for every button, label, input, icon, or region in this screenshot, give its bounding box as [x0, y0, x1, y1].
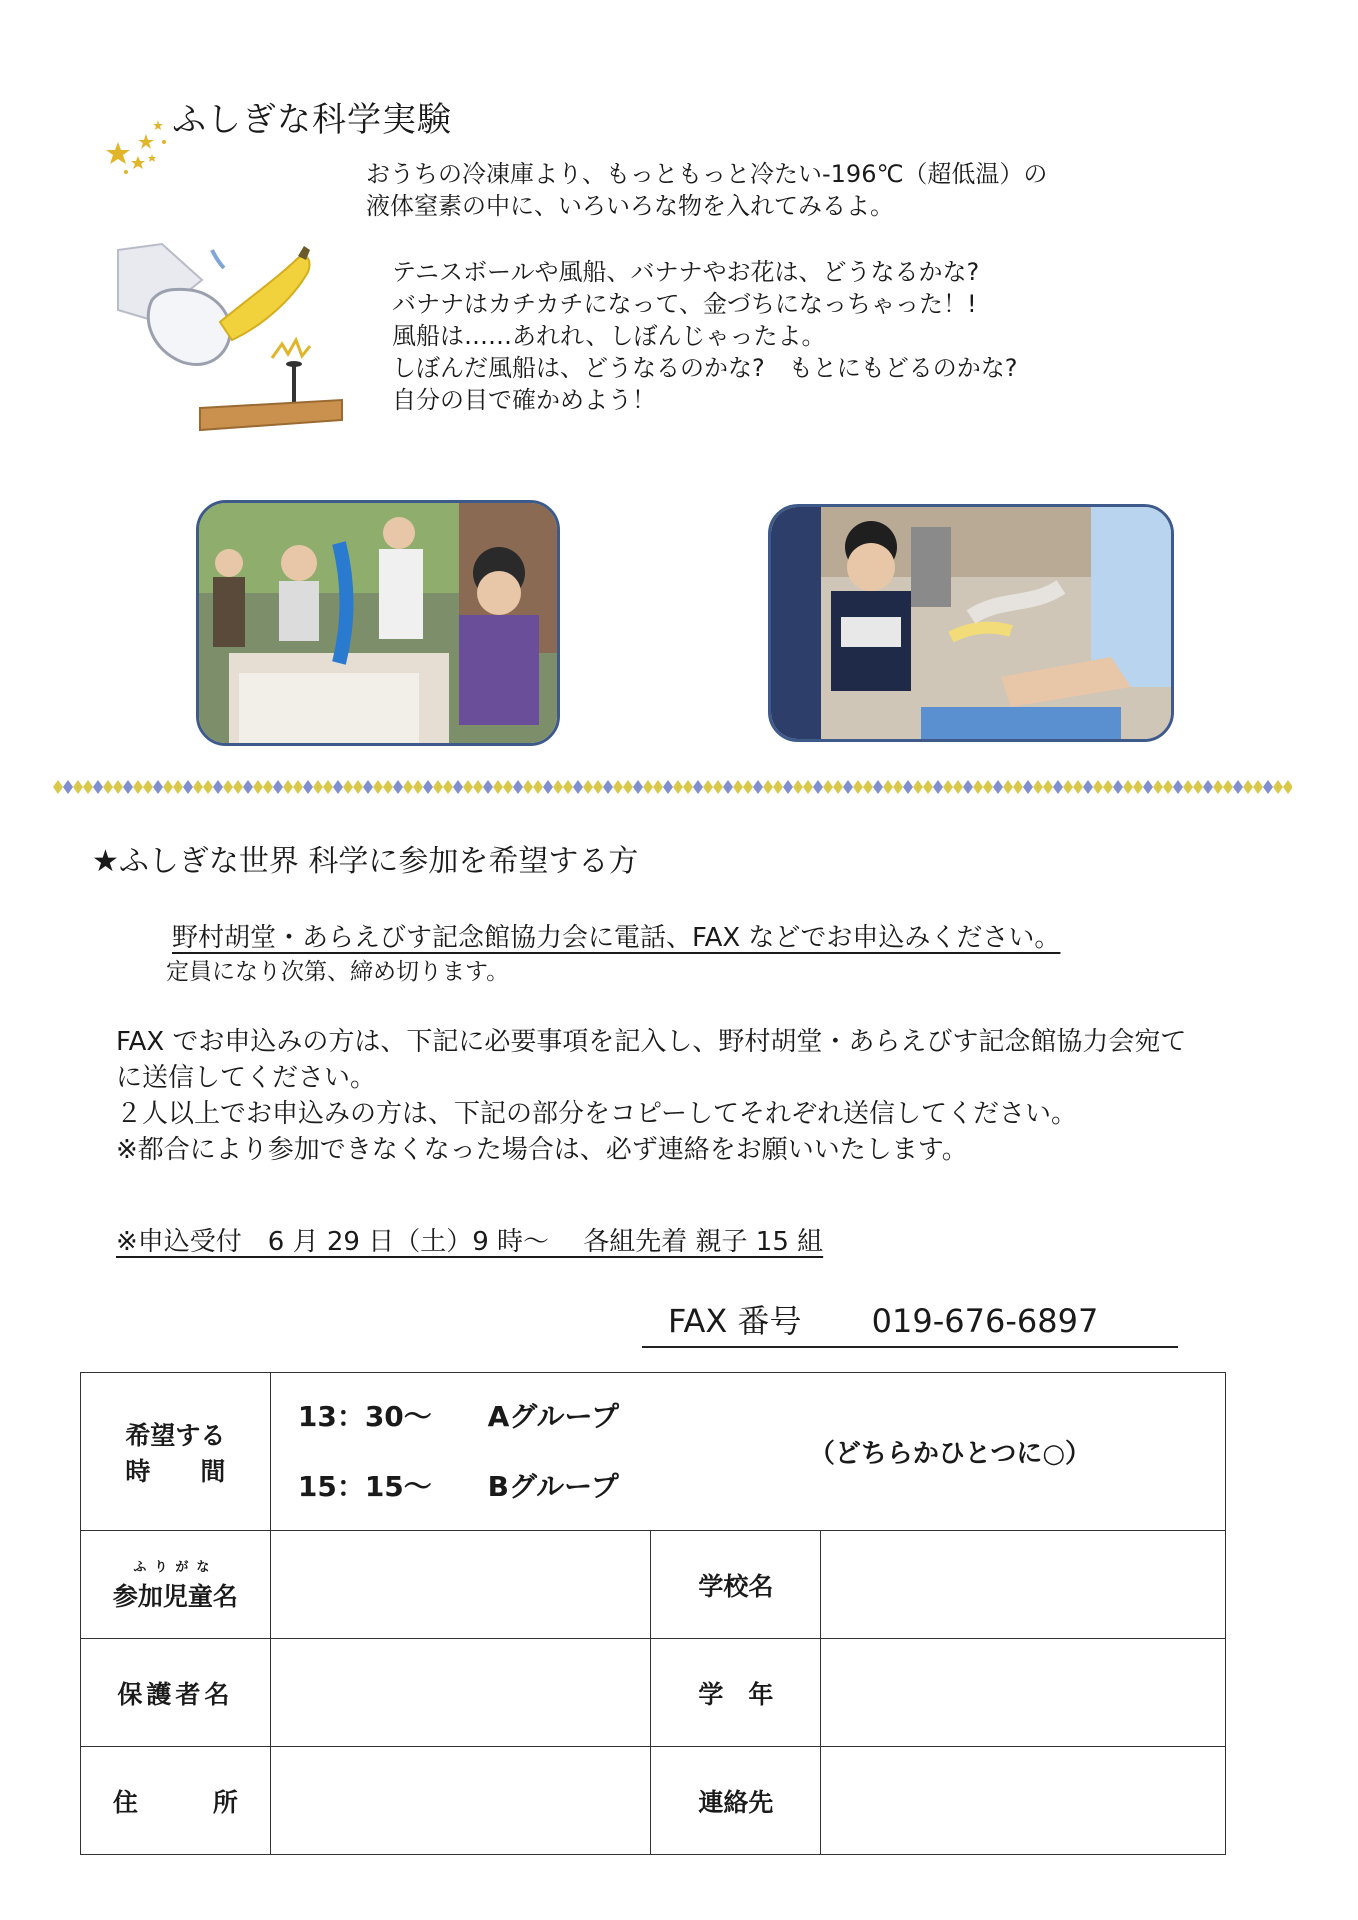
star-icon	[131, 156, 145, 169]
choose-note: （どちらかひとつに○）	[808, 1439, 1092, 1469]
divider-diamond	[1283, 780, 1292, 794]
divider-diamond	[773, 780, 783, 794]
divider-diamond	[443, 780, 453, 794]
grade-field[interactable]	[821, 1639, 1226, 1747]
divider-diamond	[93, 780, 103, 794]
contact-line: 野村胡堂・あらえびす記念館協力会に電話、FAX などでお申込みください。	[172, 923, 1061, 953]
divider-diamond	[753, 780, 763, 794]
divider-diamond	[273, 780, 283, 794]
instruction-line: ２人以上でお申込みの方は、下記の部分をコピーしてそれぞれ送信してください。	[116, 1099, 1077, 1129]
divider-diamond	[963, 780, 973, 794]
divider-diamond	[473, 780, 483, 794]
photo-image	[199, 503, 557, 743]
divider-diamond	[613, 780, 623, 794]
star-icon	[106, 142, 130, 164]
address-label: 住 所	[81, 1747, 271, 1855]
experiment-intro	[366, 158, 1047, 222]
divider-diamond	[1113, 780, 1123, 794]
divider-diamond	[853, 780, 863, 794]
divider-diamond	[873, 780, 883, 794]
divider-diamond	[1223, 780, 1233, 794]
divider-diamond	[523, 780, 533, 794]
divider-diamond	[223, 780, 233, 794]
time-choice-cell[interactable]	[270, 1373, 1225, 1531]
divider-diamond	[1093, 780, 1103, 794]
divider-diamond	[903, 780, 913, 794]
instruction-line: ※都合により参加できなくなった場合は、必ず連絡をお願いいたします。	[116, 1135, 968, 1165]
divider-diamond	[1103, 780, 1113, 794]
divider-diamond	[343, 780, 353, 794]
school-field[interactable]	[821, 1531, 1226, 1639]
divider-diamond	[453, 780, 463, 794]
star-icon	[153, 120, 163, 130]
divider-diamond	[833, 780, 843, 794]
divider-diamond	[803, 780, 813, 794]
child-row	[81, 1531, 1226, 1639]
divider-diamond	[373, 780, 383, 794]
divider-diamond	[973, 780, 983, 794]
experiment-photo-left	[196, 500, 560, 746]
fax-instructions	[116, 1024, 1186, 1168]
divider-diamond	[1023, 780, 1033, 794]
divider-diamond	[1183, 780, 1193, 794]
divider-diamond	[653, 780, 663, 794]
divider-diamond	[843, 780, 853, 794]
divider-diamond	[263, 780, 273, 794]
guardian-row	[81, 1639, 1226, 1747]
experiment-title: ふしぎな科学実験	[172, 100, 452, 140]
divider-diamond	[743, 780, 753, 794]
divider-diamond	[733, 780, 743, 794]
contact-label: 連絡先	[651, 1747, 821, 1855]
divider-diamond	[323, 780, 333, 794]
divider-diamond	[483, 780, 493, 794]
question-line: しぼんだ風船は、どうなるのかな? もとにもどるのかな?	[392, 354, 1018, 382]
grade-label: 学 年	[651, 1639, 821, 1747]
contact-field[interactable]	[821, 1747, 1226, 1855]
star-icon	[148, 154, 156, 162]
divider-diamond	[183, 780, 193, 794]
divider-diamond	[293, 780, 303, 794]
question-line: テニスボールや風船、バナナやお花は、どうなるかな?	[392, 258, 980, 286]
divider-diamond	[123, 780, 133, 794]
question-line: バナナはカチカチになって、金づちになっちゃった！!	[392, 290, 977, 318]
divider-diamond	[813, 780, 823, 794]
experiment-questions	[392, 256, 1017, 416]
question-line: 風船は……あれれ、しぼんじゃったよ。	[392, 322, 826, 350]
divider-diamond	[83, 780, 93, 794]
application-title: ★ふしぎな世界 科学に参加を希望する方	[92, 844, 639, 879]
divider-diamond	[643, 780, 653, 794]
question-line: 自分の目で確かめよう！	[392, 386, 656, 414]
divider-diamond	[593, 780, 603, 794]
instruction-line: FAX でお申込みの方は、下記に必要事項を記入し、野村胡堂・あらえびす記念館協力会宛て	[116, 1027, 1187, 1057]
instruction-line: に送信してください。	[116, 1063, 377, 1093]
decorative-divider	[52, 776, 1292, 798]
child-name-label: 参加児童名	[112, 1582, 238, 1611]
divider-diamond	[953, 780, 963, 794]
divider-diamond	[673, 780, 683, 794]
divider-diamond	[553, 780, 563, 794]
divider-diamond	[543, 780, 553, 794]
divider-diamond	[893, 780, 903, 794]
divider-diamond	[1083, 780, 1093, 794]
divider-diamond	[253, 780, 263, 794]
divider-diamond	[213, 780, 223, 794]
divider-diamond	[1253, 780, 1263, 794]
divider-diamond	[1073, 780, 1083, 794]
intro-line: おうちの冷凍庫より、もっともっと冷たい-196℃（超低温）の	[366, 160, 1048, 188]
intro-line: 液体窒素の中に、いろいろな物を入れてみるよ。	[366, 192, 894, 220]
divider-diamond	[793, 780, 803, 794]
time-row	[81, 1373, 1226, 1531]
divider-diamond	[513, 780, 523, 794]
time-label-cell	[81, 1373, 271, 1531]
divider-diamond	[173, 780, 183, 794]
furigana-label: ふりがな	[133, 1560, 218, 1575]
divider-diamond	[983, 780, 993, 794]
divider-diamond	[863, 780, 873, 794]
divider-diamond	[433, 780, 443, 794]
guardian-label: 保護者名	[81, 1639, 271, 1747]
divider-diamond	[233, 780, 243, 794]
slot-a-time: 13：30～	[297, 1399, 432, 1433]
divider-diamond	[933, 780, 943, 794]
time-label: 希望する	[125, 1420, 226, 1450]
divider-diamond	[1173, 780, 1183, 794]
reception-info: ※申込受付 6 月 29 日（土）9 時～ 各組先着 親子 15 組	[116, 1227, 824, 1257]
divider-diamond	[413, 780, 423, 794]
experiment-photo-right	[768, 504, 1174, 742]
divider-diamond	[663, 780, 673, 794]
divider-diamond	[313, 780, 323, 794]
divider-diamond	[623, 780, 633, 794]
stars-decoration	[100, 112, 172, 182]
divider-diamond	[133, 780, 143, 794]
divider-diamond	[993, 780, 1003, 794]
slot-b-time: 15：15～	[297, 1469, 432, 1503]
divider-diamond	[563, 780, 573, 794]
divider-diamond	[1243, 780, 1253, 794]
divider-diamond	[393, 780, 403, 794]
divider-diamond	[303, 780, 313, 794]
divider-diamond	[583, 780, 593, 794]
child-name-field[interactable]	[270, 1531, 651, 1639]
slot-b-group: Bグループ	[487, 1469, 619, 1503]
divider-diamond	[693, 780, 703, 794]
divider-diamond	[113, 780, 123, 794]
fax-label: FAX 番号	[668, 1302, 802, 1340]
divider-diamond	[243, 780, 253, 794]
divider-diamond	[1123, 780, 1133, 794]
school-label: 学校名	[651, 1531, 821, 1639]
fax-number-line	[642, 1296, 1178, 1348]
application-form	[80, 1372, 1226, 1855]
divider-diamond	[603, 780, 613, 794]
divider-diamond	[1163, 780, 1173, 794]
divider-diamond	[493, 780, 503, 794]
divider-diamond	[913, 780, 923, 794]
divider-diamond	[1043, 780, 1053, 794]
divider-diamond	[63, 780, 73, 794]
divider-diamond	[463, 780, 473, 794]
divider-diamond	[943, 780, 953, 794]
divider-diamond	[353, 780, 363, 794]
divider-diamond	[763, 780, 773, 794]
photo-image	[771, 507, 1171, 739]
slot-a-group: Aグループ	[487, 1399, 620, 1433]
divider-diamond	[423, 780, 433, 794]
banana-hammer-illustration	[112, 240, 352, 440]
divider-diamond	[193, 780, 203, 794]
divider-diamond	[1013, 780, 1023, 794]
divider-diamond	[283, 780, 293, 794]
divider-diamond	[533, 780, 543, 794]
child-name-label-cell	[81, 1531, 271, 1639]
divider-diamond	[333, 780, 343, 794]
divider-diamond	[723, 780, 733, 794]
divider-diamond	[823, 780, 833, 794]
divider-diamond	[53, 780, 63, 794]
divider-diamond	[703, 780, 713, 794]
address-row	[81, 1747, 1226, 1855]
divider-diamond	[1063, 780, 1073, 794]
divider-diamond	[153, 780, 163, 794]
divider-diamond	[103, 780, 113, 794]
divider-diamond	[1193, 780, 1203, 794]
divider-diamond	[403, 780, 413, 794]
divider-diamond	[783, 780, 793, 794]
divider-diamond	[1153, 780, 1163, 794]
fax-number: 019-676-6897	[871, 1302, 1099, 1340]
divider-diamond	[73, 780, 83, 794]
divider-diamond	[203, 780, 213, 794]
divider-diamond	[1133, 780, 1143, 794]
divider-diamond	[633, 780, 643, 794]
divider-diamond	[923, 780, 933, 794]
divider-diamond	[683, 780, 693, 794]
divider-diamond	[1273, 780, 1283, 794]
divider-diamond	[1033, 780, 1043, 794]
divider-diamond	[163, 780, 173, 794]
divider-diamond	[1003, 780, 1013, 794]
time-label: 時 間	[125, 1456, 226, 1486]
guardian-field[interactable]	[270, 1639, 651, 1747]
divider-diamond	[503, 780, 513, 794]
divider-diamond	[1233, 780, 1243, 794]
divider-diamond	[1213, 780, 1223, 794]
divider-diamond	[1143, 780, 1153, 794]
divider-diamond	[363, 780, 373, 794]
divider-diamond	[573, 780, 583, 794]
divider-diamond	[713, 780, 723, 794]
divider-diamond	[383, 780, 393, 794]
divider-diamond	[1203, 780, 1213, 794]
address-field[interactable]	[270, 1747, 651, 1855]
divider-diamond	[1263, 780, 1273, 794]
divider-diamond	[143, 780, 153, 794]
star-icon	[138, 134, 154, 149]
divider-diamond	[1053, 780, 1063, 794]
divider-diamond	[883, 780, 893, 794]
capacity-note: 定員になり次第、締め切ります。	[166, 959, 510, 985]
